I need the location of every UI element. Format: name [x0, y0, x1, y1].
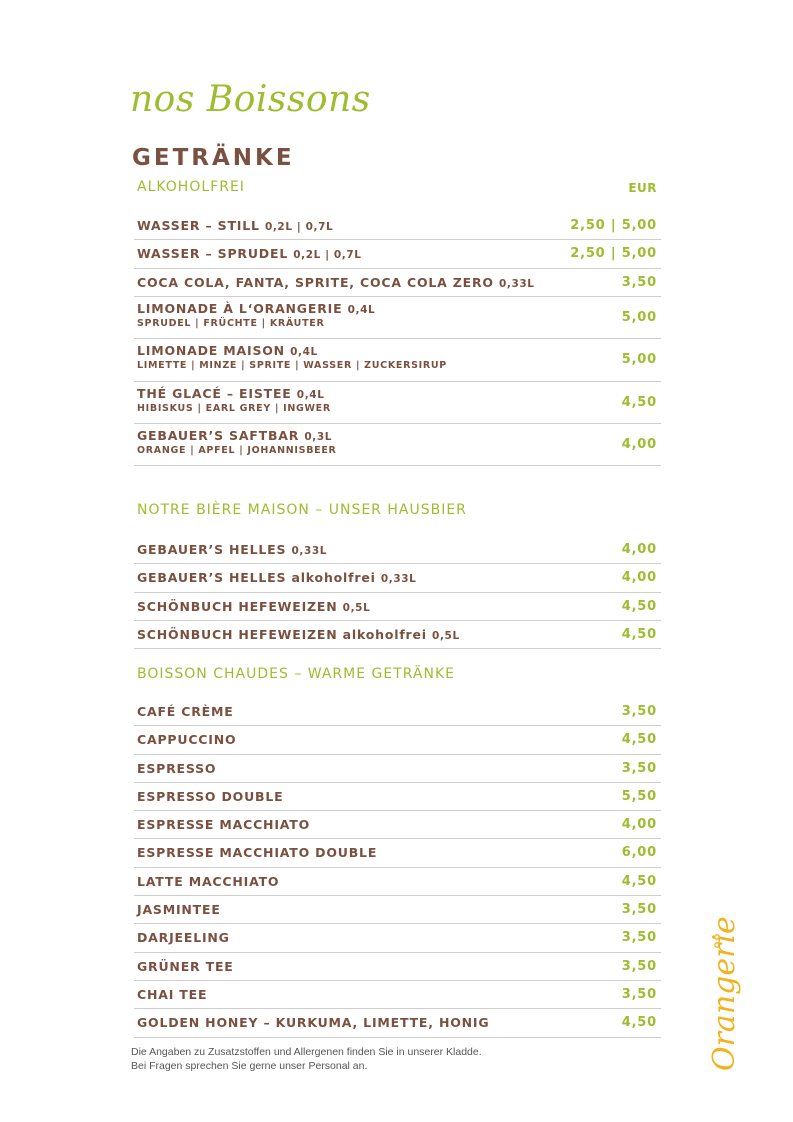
item-price: 4,50 [621, 394, 657, 410]
item-price: 5,00 [621, 309, 657, 325]
item-size: 0,3L [304, 431, 333, 444]
item-size: 0,5L [432, 629, 460, 642]
menu-item [134, 726, 661, 754]
item-price: 4,50 [621, 732, 657, 748]
item-price: 3,50 [621, 930, 657, 946]
page-title: GETRÄNKE [132, 145, 295, 171]
item-name: LIMONADE À L‘ORANGERIE 0,4L [137, 300, 376, 316]
menu-item [134, 698, 661, 726]
item-name: GEBAUER’S HELLES alkoholfrei 0,33L [137, 570, 417, 586]
menu-item [134, 896, 661, 924]
menu-item [134, 868, 661, 896]
item-price: 3,50 [621, 274, 657, 290]
drinks-list-alkoholfrei [134, 212, 661, 466]
script-title: nos Boissons [130, 79, 371, 120]
item-name: ESPRESSE MACCHIATO [137, 817, 311, 833]
menu-item [134, 783, 661, 811]
section-title-alkoholfrei: ALKOHOLFREI [137, 179, 245, 195]
item-name: GOLDEN HONEY – KURKUMA, LIMETTE, HONIG [137, 1015, 490, 1031]
menu-item [134, 382, 661, 424]
section-title-warm: BOISSON CHAUDES – WARME GETRÄNKE [137, 666, 456, 682]
menu-item [134, 621, 661, 649]
item-size: 0,4L [290, 346, 318, 359]
item-price: 5,00 [621, 352, 657, 368]
allergen-note [131, 1045, 482, 1073]
currency-label: EUR [628, 181, 657, 195]
drinks-list-warm [134, 698, 661, 1038]
item-price: 2,50 | 5,00 [570, 246, 657, 262]
item-price: 4,50 [621, 626, 657, 642]
menu-item [134, 240, 661, 268]
item-size: 0,33L [380, 573, 417, 586]
menu-item [134, 755, 661, 783]
item-size: 0,5L [342, 601, 371, 614]
item-price: 4,00 [621, 817, 657, 833]
item-size: 0,33L [498, 277, 535, 290]
menu-item [134, 297, 661, 339]
item-name: ESPRESSO [137, 760, 217, 776]
item-name: THÉ GLACÉ – EISTEE 0,4L [137, 385, 325, 401]
menu-item [134, 339, 661, 381]
item-description: HIBISKUS | EARL GREY | INGWER [137, 402, 331, 414]
item-name: GEBAUER’S SAFTBAR 0,3L [137, 428, 333, 444]
menu-item [134, 212, 661, 240]
item-size: 0,4L [296, 388, 325, 401]
drinks-list-bier [134, 536, 661, 649]
menu-item [134, 564, 661, 592]
item-name: CHAI TEE [137, 986, 208, 1002]
item-price: 6,00 [621, 845, 657, 861]
item-price: 3,50 [621, 958, 657, 974]
item-size: 0,33L [291, 545, 328, 557]
menu-item [134, 953, 661, 981]
menu-item [134, 536, 661, 564]
item-description: LIMETTE | MINZE | SPRITE | WASSER | ZUCKERSIRUP [137, 360, 447, 372]
menu-item [134, 839, 661, 867]
item-price: 5,50 [621, 788, 657, 804]
item-name: GEBAUER’S HELLES 0,33L [137, 542, 328, 557]
item-name: JASMINTEE [137, 902, 221, 918]
item-price: 4,50 [621, 1015, 657, 1031]
item-name: CAPPUCCINO [137, 732, 237, 748]
menu-item [134, 269, 661, 297]
item-price: 4,50 [621, 598, 657, 614]
item-price: 4,00 [621, 437, 657, 453]
item-description: SPRUDEL | FRÜCHTE | KRÄUTER [137, 317, 325, 329]
menu-item [134, 981, 661, 1009]
item-price: 4,00 [621, 570, 657, 586]
item-price: 4,00 [621, 542, 657, 557]
item-price: 4,50 [621, 873, 657, 889]
item-size: 0,4L [347, 303, 376, 316]
menu-item [134, 811, 661, 839]
item-name: ESPRESSO DOUBLE [137, 788, 284, 804]
footnote-line-2: Bei Fragen sprechen Sie gerne unser Personal an. [131, 1060, 368, 1072]
menu-item [134, 593, 661, 621]
section-title-bier: NOTRE BIÈRE MAISON – UNSER HAUSBIER [137, 502, 467, 518]
item-size: 0,2L | 0,7L [264, 221, 334, 233]
item-name: CAFÉ CRÈME [137, 704, 234, 719]
item-name: WASSER – STILL 0,2L | 0,7L [137, 218, 334, 233]
menu-item [134, 424, 661, 466]
item-name: LATTE MACCHIATO [137, 873, 280, 889]
item-price: 3,50 [621, 760, 657, 776]
item-name: ESPRESSE MACCHIATO DOUBLE [137, 845, 378, 861]
menu-item [134, 924, 661, 952]
item-description: ORANGE | APFEL | JOHANNISBEER [137, 445, 337, 457]
item-name: SCHÖNBUCH HEFEWEIZEN alkoholfrei 0,5L [137, 626, 460, 642]
item-price: 3,50 [621, 902, 657, 918]
item-name: GRÜNER TEE [137, 958, 234, 974]
logo-text: Orangerie [707, 916, 742, 1071]
item-price: 3,50 [621, 704, 657, 719]
orangerie-logo-icon [700, 905, 750, 1075]
item-name: DARJEELING [137, 930, 230, 946]
item-name: WASSER – SPRUDEL 0,2L | 0,7L [137, 246, 362, 262]
item-price: 2,50 | 5,00 [570, 218, 657, 233]
item-name: COCA COLA, FANTA, SPRITE, COCA COLA ZERO 0,33L [137, 274, 535, 290]
item-size: 0,2L | 0,7L [293, 249, 362, 262]
item-name: SCHÖNBUCH HEFEWEIZEN 0,5L [137, 598, 371, 614]
menu-item [134, 1009, 661, 1037]
footnote-line-1: Die Angaben zu Zusatzstoffen und Allergenen finden Sie in unserer Kladde. [131, 1046, 482, 1058]
item-name: LIMONADE MAISON 0,4L [137, 343, 318, 359]
item-price: 3,50 [621, 986, 657, 1002]
